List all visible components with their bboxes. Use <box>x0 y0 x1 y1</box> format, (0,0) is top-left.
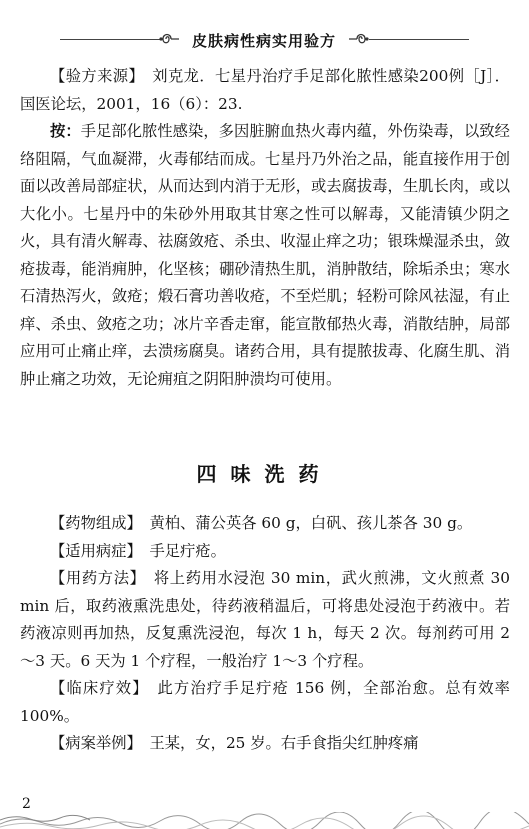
case-paragraph <box>20 730 510 758</box>
ingredients-label: 【药物组成】 <box>50 514 135 532</box>
ingredients-paragraph <box>20 510 510 538</box>
indication-text: 手足疔疮。 <box>149 541 226 560</box>
footer-wave-decoration <box>0 812 529 829</box>
section-text-block <box>20 510 510 758</box>
source-text: 刘克龙．七星丹治疗手足部化脓性感染200例［J］．国医论坛，2001，16（6）：23. <box>20 67 510 113</box>
header-title: 皮肤病性病实用验方 <box>191 32 336 50</box>
top-text-block <box>20 63 510 393</box>
efficacy-label: 【临床疗效】 <box>50 679 142 697</box>
running-header <box>0 22 529 58</box>
usage-paragraph <box>20 565 510 675</box>
source-paragraph <box>20 63 510 118</box>
usage-label: 【用药方法】 <box>50 569 138 587</box>
note-paragraph <box>20 118 510 393</box>
header-ornament-left-icon <box>158 30 180 48</box>
case-text: 王某，女，25 岁。右手食指尖红肿疼痛 <box>149 734 419 752</box>
usage-text: 将上药用水浸泡 30 min，武火煎沸，文火煎煮 30 min 后，取药液熏洗患处，待药液稍温后，可将患处浸泡于药液中。若药液凉则再加热，反复熏洗浸泡，每次 1 h，每天 2 次。每剂药可用 2～3 天。6 天为 1 个疗程，一般治疗 1～3 个疗程。 <box>20 569 510 670</box>
ingredients-text: 黄柏、蒲公英各 60 g，白矾、孩儿茶各 30 g。 <box>149 514 473 532</box>
section-title: 四味洗药 <box>196 462 333 486</box>
note-text: 手足部化脓性感染，多因脏腑血热火毒内蕴，外伤染毒，以致经络阻隔，气血凝滞，火毒郁结而成。七星丹乃外治之品，能直接作用于创面以改善局部症状，从而达到内消于无形，或去腐拔毒，生肌长肉，或以大化小。七星丹中的朱砂外用取其甘寒之性可以解毒，又能清镇少阴之火，具有清火解毒、祛腐敛疮、杀虫、收湿止痒之功；银珠燥湿杀虫，敛疮拔毒，能消痈肿，化坚核；硼砂清热生肌，消肿散结，除垢杀虫；寒水石清热泻火，敛疮；煅石膏功善收疮，不至烂肌；轻粉可除风祛湿，有止痒、杀虫、敛疮之功；冰片辛香走窜，能宣散郁热火毒，消散结肿，局部应用可止痛止痒，去溃疡腐臭。诸药合用，具有提脓拔毒、化腐生肌、消肿止痛之功效，无论痈疽之阴阳肿溃均可使用。 <box>20 122 510 388</box>
note-label: 按： <box>50 122 81 140</box>
header-rule-left <box>60 39 160 40</box>
efficacy-text: 此方治疗手足疔疮 156 例，全部治愈。总有效率 100%。 <box>20 679 510 725</box>
page-number: 2 <box>22 796 31 812</box>
header-rule-right <box>369 39 469 40</box>
indication-paragraph <box>20 538 510 566</box>
source-label: 【验方来源】 <box>50 67 137 85</box>
header-ornament-right-icon <box>348 30 370 48</box>
case-label: 【病案举例】 <box>50 734 135 752</box>
efficacy-paragraph <box>20 675 510 730</box>
indication-label: 【适用病症】 <box>50 541 135 560</box>
